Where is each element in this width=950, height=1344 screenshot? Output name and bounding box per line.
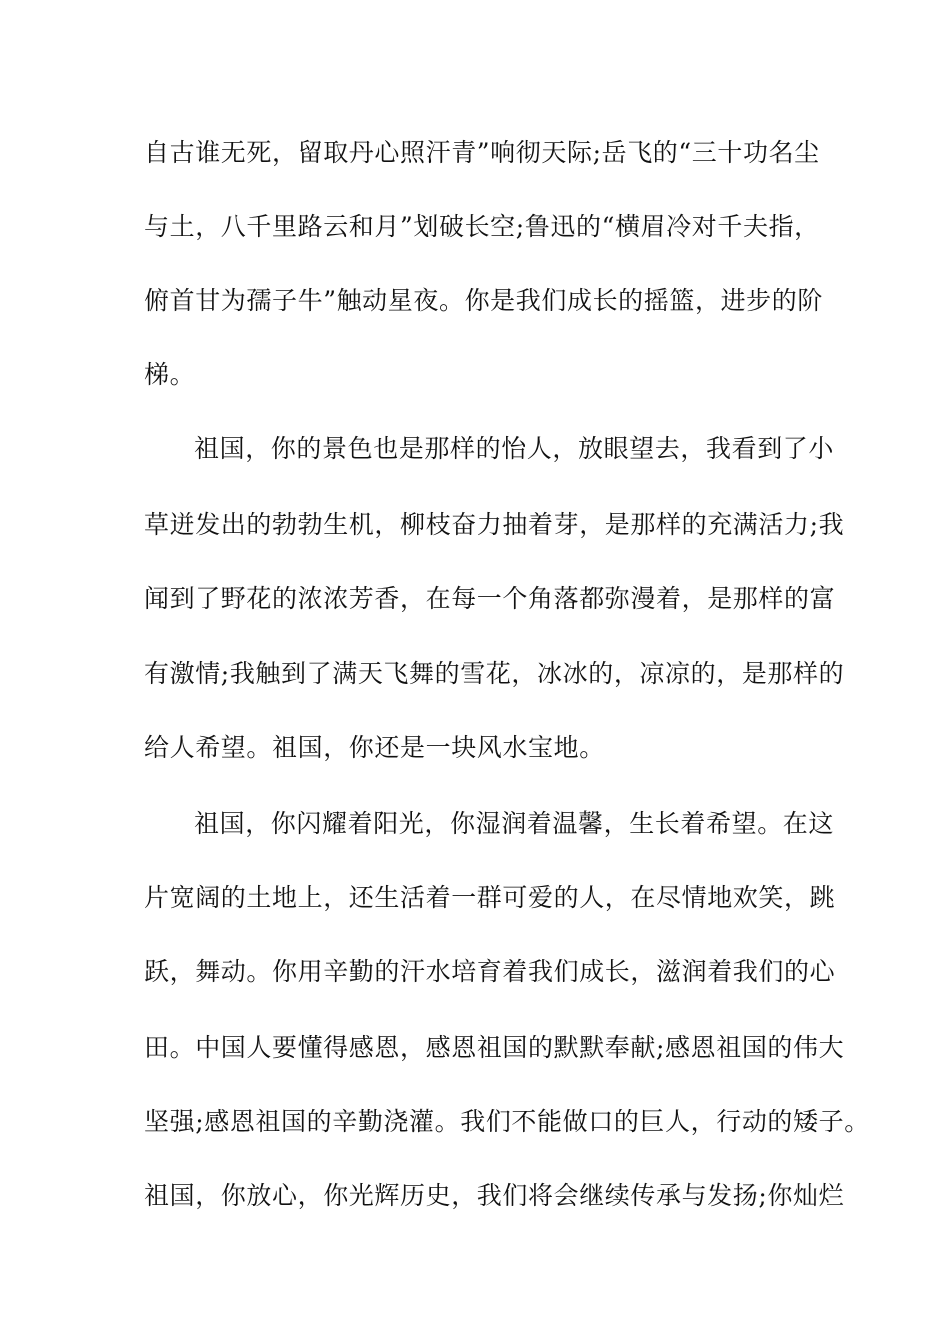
text-line: 祖国，你放心，你光辉历史，我们将会继续传承与发扬;你灿烂 [144, 1181, 845, 1210]
text-line: 跃，舞动。你用辛勤的汗水培育着我们成长，滋润着我们的心 [144, 957, 836, 986]
text-line: 坚强;感恩祖国的辛勤浇灌。我们不能做口的巨人，行动的矮子。 [144, 1107, 870, 1136]
text-line: 俯首甘为孺子牛”触动星夜。你是我们成长的摇篮，进步的阶 [144, 286, 823, 315]
text-line: 与土，八千里路云和月”划破长空;鲁迅的“横眉冷对千夫指， [144, 212, 820, 241]
text-line: 给人希望。祖国，你还是一块风水宝地。 [144, 733, 605, 762]
text-line: 闻到了野花的浓浓芳香，在每一个角落都弥漫着，是那样的富 [144, 584, 836, 613]
paragraph-first-line: 祖国，你的景色也是那样的怡人，放眼望去，我看到了小 [194, 434, 835, 463]
paragraph-first-line: 祖国，你闪耀着阳光，你湿润着温馨，生长着希望。在这 [194, 809, 835, 838]
text-line: 梯。 [144, 360, 196, 389]
text-line: 自古谁无死，留取丹心照汗青”响彻天际;岳飞的“三十功名尘 [144, 138, 820, 167]
text-line: 田。中国人要懂得感恩，感恩祖国的默默奉献;感恩祖国的伟大 [144, 1033, 845, 1062]
text-line: 有激情;我触到了满天飞舞的雪花，冰冰的，凉凉的，是那样的 [144, 659, 845, 688]
text-line: 草迸发出的勃勃生机，柳枝奋力抽着芽，是那样的充满活力;我 [144, 510, 845, 539]
text-line: 片宽阔的土地上，还生活着一群可爱的人，在尽情地欢笑，跳 [144, 883, 836, 912]
